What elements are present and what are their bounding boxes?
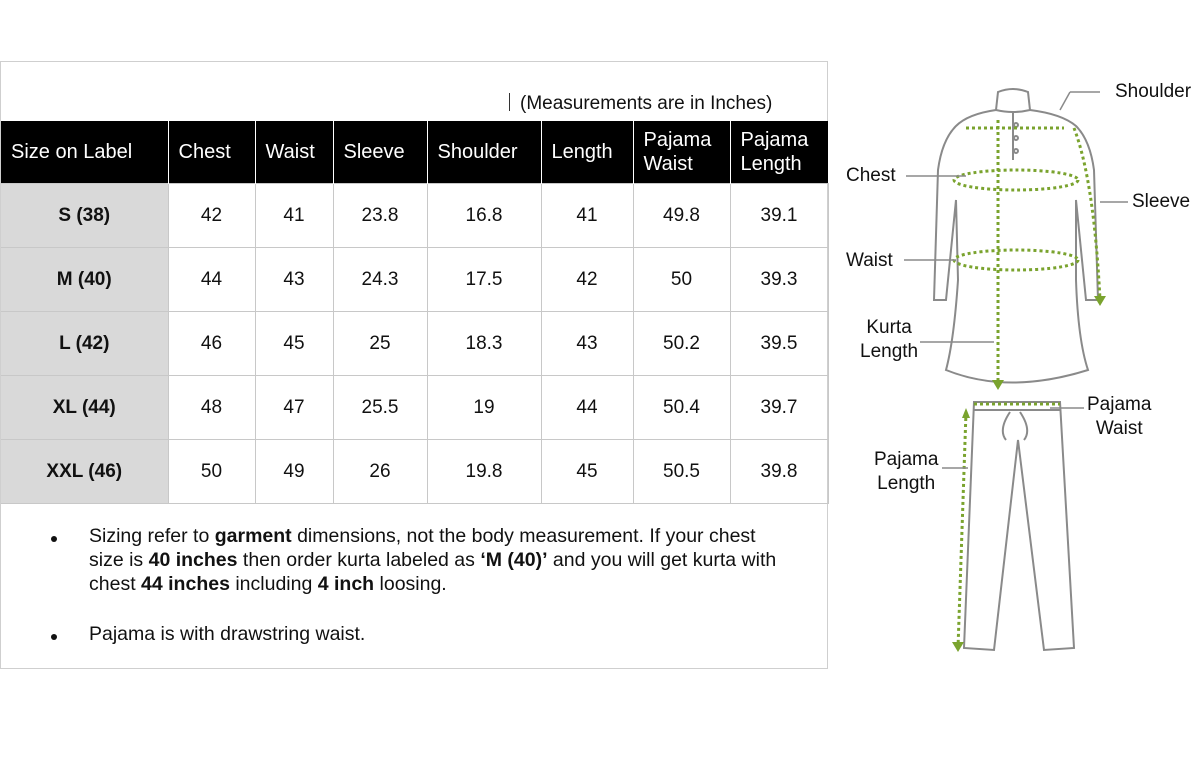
- measurement-cell: 50.5: [633, 440, 730, 504]
- note-item: [51, 524, 791, 596]
- bullet: [51, 622, 89, 646]
- measurement-cell: 39.5: [730, 312, 828, 376]
- measurement-cell: 19: [427, 376, 541, 440]
- notes-list: [51, 524, 791, 672]
- measurement-cell: 41: [255, 184, 333, 248]
- measurement-cell: 23.8: [333, 184, 427, 248]
- measurement-cell: 16.8: [427, 184, 541, 248]
- note-text: Pajama is with drawstring waist.: [89, 623, 366, 645]
- header-waist: Waist: [255, 121, 333, 184]
- label-pajama-length-line2: Length: [877, 473, 936, 494]
- note-text-part: Sizing refer to: [89, 525, 215, 547]
- label-kurta-length: [860, 316, 918, 364]
- note-text-part: then order kurta labeled as: [237, 549, 481, 571]
- measurement-cell: 45: [255, 312, 333, 376]
- measurement-cell: 39.7: [730, 376, 828, 440]
- label-pajama-length-line1: Pajama: [874, 449, 939, 470]
- label-shoulder: Shoulder: [1115, 81, 1192, 102]
- measurement-cell: 49: [255, 440, 333, 504]
- measurement-cell: 46: [168, 312, 255, 376]
- table-header-row: [1, 121, 828, 184]
- note-bold-part: ‘M (40)’: [480, 549, 548, 571]
- measurement-cell: 50: [168, 440, 255, 504]
- measurement-cell: 39.8: [730, 440, 828, 504]
- measurement-cell: 25.5: [333, 376, 427, 440]
- measurement-cell: 43: [541, 312, 633, 376]
- label-pajama-length: [874, 448, 938, 496]
- size-label-cell: S (38): [1, 184, 168, 248]
- measurement-cell: 39.3: [730, 248, 828, 312]
- measurement-cell: 17.5: [427, 248, 541, 312]
- measurement-figure: [838, 80, 1200, 670]
- header-pajama-waist: Pajama Waist: [633, 121, 730, 184]
- measurement-cell: 47: [255, 376, 333, 440]
- header-size-on-label: Size on Label: [1, 121, 168, 184]
- size-label-cell: L (42): [1, 312, 168, 376]
- note-text: [89, 524, 791, 596]
- divider-bar: [509, 93, 510, 111]
- measurement-cell: 18.3: [427, 312, 541, 376]
- size-label-cell: XL (44): [1, 376, 168, 440]
- kurta-outline: [934, 89, 1098, 383]
- note-text-part: loosing.: [374, 573, 447, 595]
- header-shoulder: Shoulder: [427, 121, 541, 184]
- measurement-cell: 50.4: [633, 376, 730, 440]
- units-note: [509, 93, 772, 115]
- label-waist: Waist: [846, 250, 893, 271]
- measurement-cell: 25: [333, 312, 427, 376]
- size-label-cell: XXL (46): [1, 440, 168, 504]
- measurement-cell: 24.3: [333, 248, 427, 312]
- label-pajama-waist-line1: Pajama: [1087, 394, 1152, 415]
- size-label-cell: M (40): [1, 248, 168, 312]
- measurement-cell: 41: [541, 184, 633, 248]
- note-bold-part: 44 inches: [141, 573, 230, 595]
- pajama-outline: [964, 402, 1074, 650]
- table-row: [1, 248, 828, 312]
- measurement-cell: 39.1: [730, 184, 828, 248]
- units-note-text: (Measurements are in Inches): [520, 93, 773, 114]
- size-table: [1, 121, 829, 504]
- measurement-cell: 19.8: [427, 440, 541, 504]
- table-row: [1, 184, 828, 248]
- header-pajama-length: Pajama Length: [730, 121, 828, 184]
- note-text-part: including: [229, 573, 318, 595]
- note-text-part: and you will get kurta with chest: [89, 549, 777, 595]
- note-bold-part: 40 inches: [148, 549, 238, 571]
- table-row: [1, 312, 828, 376]
- header-chest: Chest: [168, 121, 255, 184]
- measurement-cell: 42: [168, 184, 255, 248]
- bullet: [51, 524, 89, 596]
- header-sleeve: Sleeve: [333, 121, 427, 184]
- label-kurta-length-line1: Kurta: [866, 317, 912, 338]
- table-row: [1, 440, 828, 504]
- measurement-cell: 44: [541, 376, 633, 440]
- header-length: Length: [541, 121, 633, 184]
- measurement-cell: 42: [541, 248, 633, 312]
- measurement-cell: 50.2: [633, 312, 730, 376]
- label-chest: Chest: [846, 165, 896, 186]
- label-pajama-waist-line2: Waist: [1095, 418, 1143, 439]
- label-pajama-waist: [1087, 393, 1151, 441]
- note-bold-part: garment: [214, 525, 292, 547]
- measurement-cell: 48: [168, 376, 255, 440]
- measurement-cell: 45: [541, 440, 633, 504]
- measure-lines: [954, 120, 1100, 648]
- label-kurta-length-line2: Length: [860, 341, 919, 362]
- table-row: [1, 376, 828, 440]
- note-item: [51, 622, 791, 646]
- measurement-cell: 44: [168, 248, 255, 312]
- measurement-cell: 49.8: [633, 184, 730, 248]
- note-text-part: dimensions, not the body measurement. If your chest size is: [89, 525, 756, 571]
- measurement-cell: 50: [633, 248, 730, 312]
- label-sleeve: Sleeve: [1132, 191, 1191, 212]
- size-chart-panel: [0, 61, 828, 669]
- measurement-cell: 26: [333, 440, 427, 504]
- note-bold-part: 4 inch: [317, 573, 375, 595]
- measurement-cell: 43: [255, 248, 333, 312]
